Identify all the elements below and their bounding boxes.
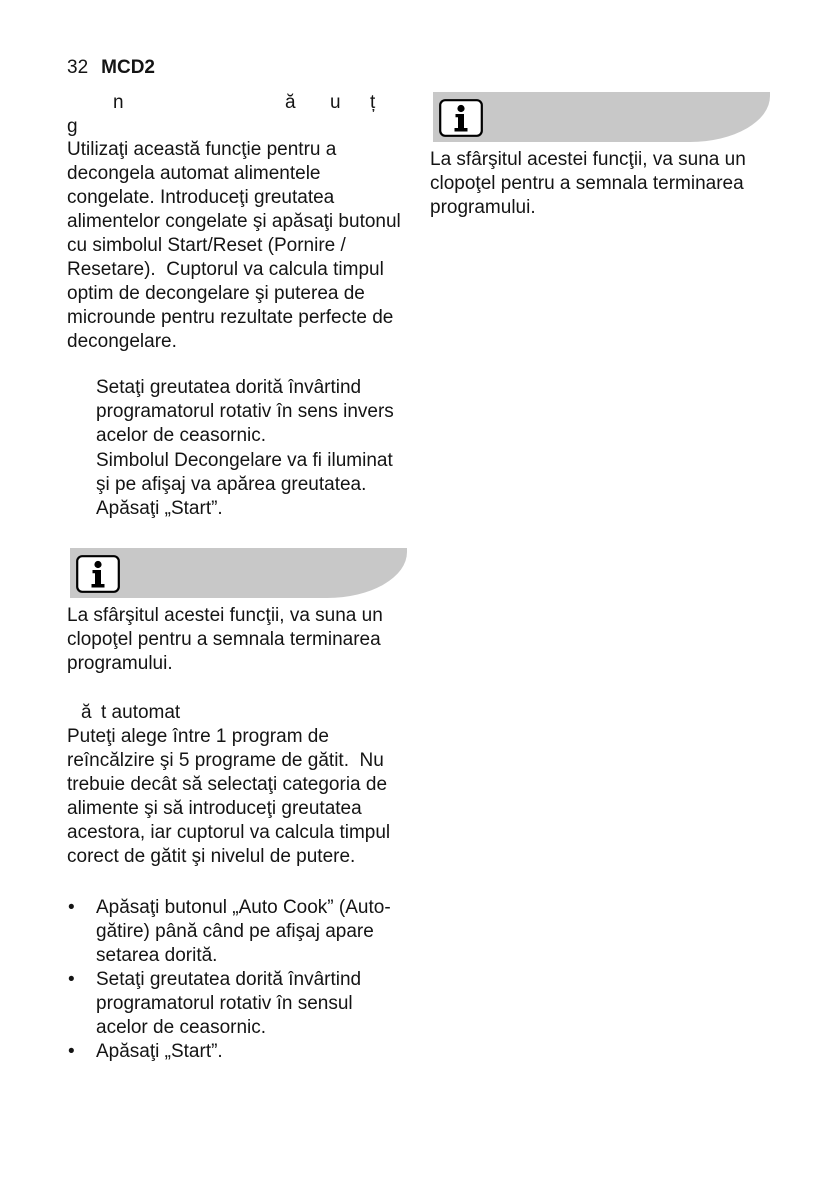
step-line: setarea dorită. bbox=[96, 945, 218, 966]
text-line: congelate. Introduceţi greutatea bbox=[67, 187, 335, 208]
heading-fragment: u bbox=[330, 92, 341, 113]
step-line: Apăsaţi butonul „Auto Cook” (Auto- bbox=[96, 897, 391, 918]
step-line: Apăsaţi „Start”. bbox=[96, 1041, 223, 1062]
auto-cook-paragraph bbox=[67, 725, 390, 869]
text-line: Puteţi alege între 1 program de bbox=[67, 726, 329, 747]
defrost-steps bbox=[96, 376, 394, 521]
heading-fragment: ă bbox=[285, 92, 296, 113]
bullet: • bbox=[68, 897, 75, 918]
model-name: MCD2 bbox=[101, 57, 155, 78]
text-line: cu simbolul Start/Reset (Pornire / bbox=[67, 235, 346, 256]
text-line: decongela automat alimentele bbox=[67, 163, 321, 184]
text-line: alimentelor congelate şi apăsaţi butonul bbox=[67, 211, 401, 232]
bullet: • bbox=[68, 969, 75, 990]
info-icon bbox=[439, 99, 483, 137]
text-line: programului. bbox=[430, 197, 536, 218]
page-number: 32 bbox=[67, 57, 89, 78]
step-line: acelor de ceasornic. bbox=[96, 1017, 267, 1038]
text-line: acestora, iar cuptorul va calcula timpul bbox=[67, 822, 391, 843]
heading-fragment: ă bbox=[81, 702, 92, 723]
text-line: corect de gătit şi nivelul de putere. bbox=[67, 846, 356, 867]
text-line: La sfârşitul acestei funcţii, va suna un bbox=[67, 605, 383, 626]
info-icon bbox=[76, 555, 120, 593]
info-note-text bbox=[67, 604, 383, 676]
heading-fragment: t automat bbox=[101, 702, 181, 723]
step-line: programatorul rotativ în sens invers bbox=[96, 401, 394, 423]
auto-cook-steps bbox=[67, 896, 391, 1064]
defrost-paragraph bbox=[67, 138, 401, 354]
text-line: decongelare. bbox=[67, 331, 177, 352]
list-item bbox=[67, 896, 391, 968]
bullet: • bbox=[68, 1041, 75, 1062]
text-line: Utilizaţi această funcţie pentru a bbox=[67, 139, 337, 160]
step-line: Setaţi greutatea dorită învârtind bbox=[96, 377, 362, 398]
step-line: programatorul rotativ în sensul bbox=[96, 993, 353, 1014]
text-line: clopoţel pentru a semnala terminarea bbox=[430, 173, 744, 194]
text-line: Resetare). Cuptorul va calcula timpul bbox=[67, 259, 384, 280]
step-line: Setaţi greutatea dorită învârtind bbox=[96, 969, 362, 990]
list-item bbox=[67, 968, 391, 1040]
info-note-text bbox=[430, 148, 746, 220]
list-item bbox=[67, 1040, 391, 1064]
heading-fragment: g bbox=[67, 116, 78, 137]
step-line: Simbolul Decongelare va fi iluminat bbox=[96, 449, 393, 471]
text-line: optim de decongelare şi puterea de bbox=[67, 283, 365, 304]
info-note-band bbox=[433, 92, 770, 142]
heading-fragment: n bbox=[113, 92, 124, 113]
page-header bbox=[67, 57, 155, 79]
text-line: La sfârşitul acestei funcţii, va suna un bbox=[430, 149, 746, 170]
text-line: programului. bbox=[67, 653, 173, 674]
text-line: clopoţel pentru a semnala terminarea bbox=[67, 629, 381, 650]
text-line: reîncălzire şi 5 programe de gătit. Nu bbox=[67, 750, 384, 771]
step-line: acelor de ceasornic. bbox=[96, 425, 267, 447]
info-note-band bbox=[70, 548, 407, 598]
step-line: şi pe afişaj va apărea greutatea. bbox=[96, 473, 367, 495]
text-line: alimente şi să introduceţi greutatea bbox=[67, 798, 362, 819]
heading-fragment: ț bbox=[370, 92, 376, 113]
step-line: Apăsaţi „Start”. bbox=[96, 497, 223, 519]
step-line: gătire) până când pe afişaj apare bbox=[96, 921, 374, 942]
text-line: microunde pentru rezultate perfecte de bbox=[67, 307, 394, 328]
text-line: trebuie decât să selectaţi categoria de bbox=[67, 774, 388, 795]
